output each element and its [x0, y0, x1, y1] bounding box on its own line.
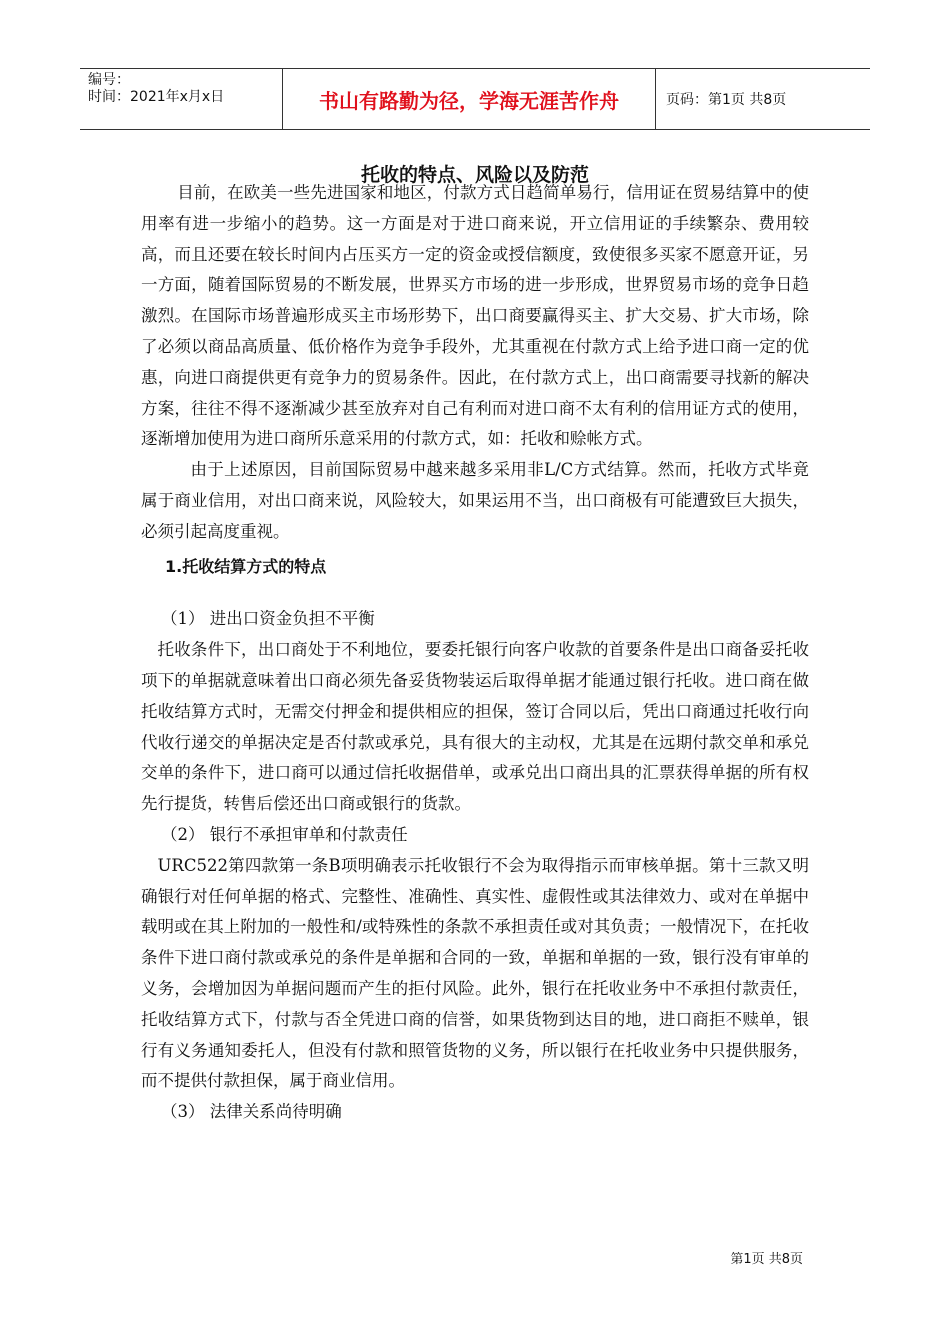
subheading-3: （3） 法律关系尚待明确	[161, 1102, 342, 1122]
intro-paragraph-2: 由于上述原因，目前国际贸易中越来越多采用非L/C方式结算。然而，托收方式毕竟属于商业信用，对出口商来说，风险较大，如果运用不当，出口商极有可能遭致巨大损失，必须引起高度重视。	[141, 460, 809, 541]
subsection-1-text: 托收条件下，出口商处于不利地位，要委托银行向客户收款的首要条件是出口商备妥托收项下的单据就意味着出口商必须先备妥货物装运后取得单据才能通过银行托收。进口商在做托收结算方式时，无需交付押金和提供相应的担保，签订合同以后，凭出口商通过托收行向代收行递交的单据决定是否付款或承兑，具有很大的主动权，尤其是在远期付款交单和承兑交单的条件下，进口商可以通过信托收据借单，或承兑出口商出具的汇票获得单据的所有权先行提货，转售后偿还出口商或银行的货款。	[141, 640, 809, 814]
subheading-2: （2） 银行不承担审单和付款责任	[161, 824, 408, 844]
page-header	[80, 68, 870, 130]
header-page-code: 页码：第1页 共8页	[666, 92, 787, 108]
document-body	[141, 178, 809, 1128]
intro-paragraph-1: 目前，在欧美一些先进国家和地区，付款方式日趋简单易行，信用证在贸易结算中的使用率有进一步缩小的趋势。这一方面是对于进口商来说，开立信用证的手续繁杂、费用较高，而且还要在较长时间内占压买方一定的资金或授信额度，致使很多买家不愿意开证，另一方面，随着国际贸易的不断发展，世界买方市场的进一步形成，世界贸易市场的竞争日趋激烈。在国际市场普遍形成买主市场形势下，出口商要赢得买主、扩大交易、扩大市场，除了必须以商品高质量、低价格作为竞争手段外，尤其重视在付款方式上给予进口商一定的优惠，向进口商提供更有竞争力的贸易条件。因此，在付款方式上，出口商需要寻找新的解决方案，往往不得不逐渐减少甚至放弃对自己有利而对进口商不太有利的信用证方式的使用，逐渐增加使用为进口商所乐意采用的付款方式，如：托收和赊帐方式。	[141, 183, 809, 449]
page-footer: 第1页 共8页	[730, 1252, 803, 1267]
header-motto: 书山有路勤为径，学海无涯苦作舟	[283, 69, 656, 129]
subheading-1: （1） 进出口资金负担不平衡	[161, 609, 375, 629]
section-heading-1: 1.托收结算方式的特点	[165, 556, 327, 576]
document-title: 托收的特点、风险以及防范	[360, 164, 589, 186]
subsection-2-text: URC522第四款第一条B项明确表示托收银行不会为取得指示而审核单据。第十三款又明确银行对任何单据的格式、完整性、准确性、真实性、虚假性或其法律效力、或对在单据中载明或在其上附加的一般性和/或特殊性的条款不承担责任或对其负责；一般情况下，在托收条件下进口商付款或承兑的条件是单据和合同的一致，单据和单据的一致，银行没有审单的义务，会增加因为单据问题而产生的拒付风险。此外，银行在托收业务中不承担付款责任，托收结算方式下，付款与否全凭进口商的信誉，如果货物到达目的地，进口商拒不赎单，银行有义务通知委托人，但没有付款和照管货物的义务，所以银行在托收业务中只提供服务，而不提供付款担保，属于商业信用。	[141, 855, 809, 1091]
number-label: 编号：	[88, 72, 130, 88]
time-label: 时间：2021年x月x日	[88, 89, 225, 105]
header-meta	[80, 69, 283, 129]
